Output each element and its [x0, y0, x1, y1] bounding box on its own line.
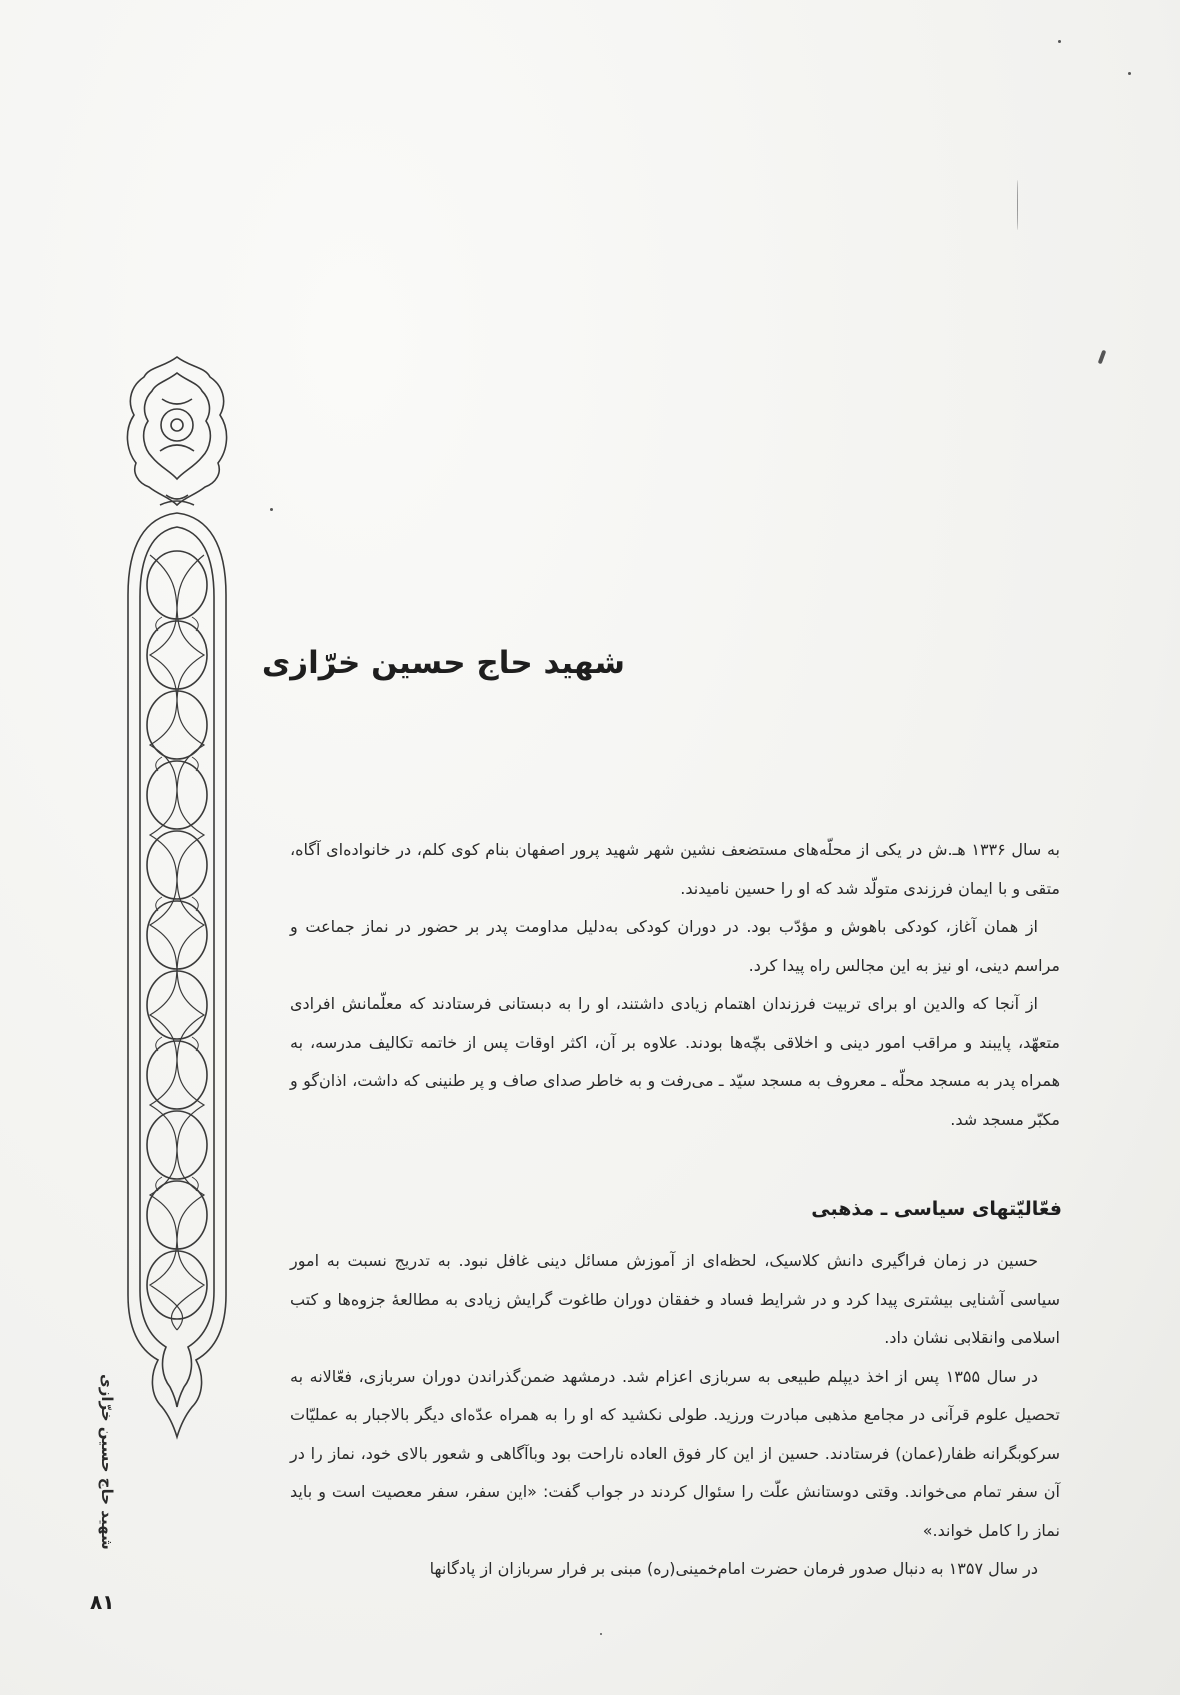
section-heading: فعّالیّتهای سیاسی ـ مذهبی: [811, 1198, 1062, 1220]
paragraph: در سال ۱۳۵۵ پس از اخذ دیپلم طبیعی به سربازی اعزام شد. درمشهد ضمن‌گذراندن دوران سربازی، فعّالانه به تحصیل علوم قرآنی در مجامع مذهبی مبادرت ورزید. طولی نکشید که او را به همراه عدّه‌ای دیگر بالاجبار به عملیّات سرکوبگرانه ظفار(عمان) فرستادند. حسین از این کار فوق العاده ناراحت بود وباآگاهی و شعور بالای خود، نماز را در آن سفر تمام می‌خواند. وقتی دوستانش علّت را سئوال کردند در جواب گفت: «این سفر، سفر معصیت است و باید نماز را کامل خواند.»: [290, 1366, 1060, 1540]
paragraph: در سال ۱۳۵۷ به دنبال صدور فرمان حضرت امام‌خمینی(ره) مبنی بر فرار سربازان از پادگانها: [429, 1559, 1038, 1578]
page-title: شهید حاج حسین خرّازی: [261, 645, 625, 681]
running-head: شهید حاج حسین خرّازی: [98, 1374, 116, 1550]
scan-speck: [600, 1633, 602, 1635]
intro-section: [290, 831, 1060, 1139]
paragraph: از آنجا که والدین او برای تربیت فرزندان اهتمام زیادی داشتند، او را به دبستانی فرستادند که معلّمانش افرادی متعهّد، پایبند و مراقب امور دینی و اخلاقی بچّه‌ها بودند. علاوه بر آن، اکثر اوقات پس از خاتمه تکالیف مدرسه، به همراه پدر به مسجد محلّه ـ معروف به مسجد سیّد ـ می‌رفت و به خاطر صدای صاف و پر طنینی که داشت، اذان‌گو و مکبّر مسجد شد.: [290, 994, 1060, 1129]
arabesque-border-ornament-icon: [110, 355, 245, 1440]
scan-speck: [1098, 350, 1107, 365]
scan-speck: [270, 508, 273, 511]
paragraph: به سال ۱۳۳۶ هـ.ش در یکی از محلّه‌های مستضعف نشین شهر شهید پرور اصفهان بنام کوی کلم، در خانواده‌ای آگاه، متقی و با ایمان فرزندی متولّد شد که او را حسین نامیدند.: [290, 840, 1061, 898]
scan-speck: [1017, 180, 1018, 230]
political-activities-section: [290, 1242, 1060, 1589]
paragraph: حسین در زمان فراگیری دانش کلاسیک، لحظه‌ای از آموزش مسائل دینی غافل نبود. به تدریج نسبت به امور سیاسی آشنایی بیشتری پیدا کرد و در شرایط فساد و خفقان دوران طاغوت گرایش زیادی به مطالعهٔ جزوه‌ها و کتب اسلامی وانقلابی نشان داد.: [290, 1251, 1060, 1347]
scan-speck: [1058, 40, 1061, 43]
paragraph: از همان آغاز، کودکی باهوش و مؤدّب بود. در دوران کودکی به‌دلیل مداومت پدر بر حضور در نماز جماعت و مراسم دینی، او نیز به این مجالس راه پیدا کرد.: [290, 917, 1060, 975]
page-number: ۸۱: [90, 1590, 115, 1614]
scan-speck: [1128, 72, 1131, 75]
